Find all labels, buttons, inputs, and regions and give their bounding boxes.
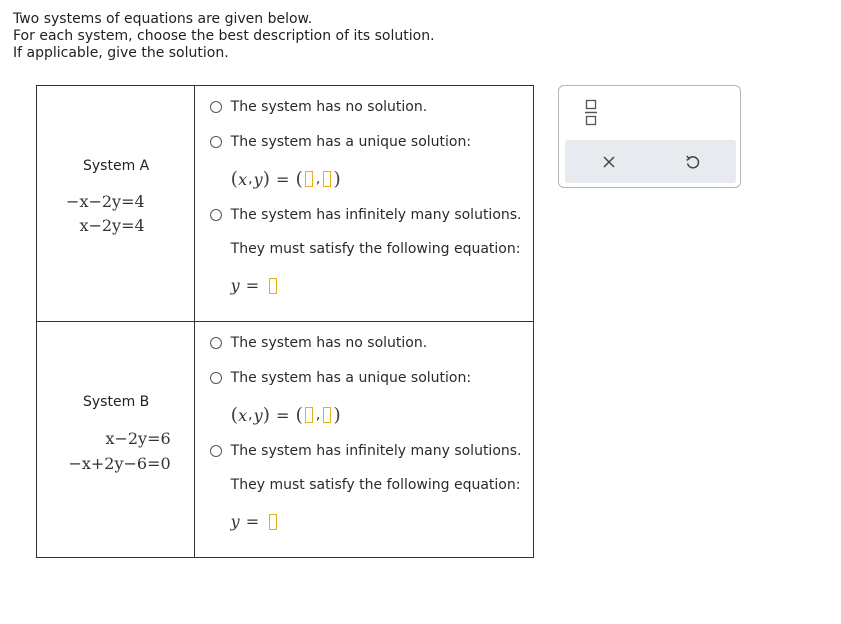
radio-icon[interactable] [210,445,222,457]
system-a-option-no-solution[interactable] [210,99,428,115]
option-label: The system has no solution. [230,99,428,115]
comma: , [248,171,253,187]
system-b-equation-1: x−2y=6 [105,429,171,448]
system-b-xy-answer [231,404,341,426]
comma: , [315,171,321,187]
comma: , [315,407,321,423]
system-a-label: System A [83,158,150,174]
system-a-equation-2: x−2y=4 [79,216,145,235]
system-b-answers [194,322,533,558]
instruction-line: For each system, choose the best description of its solution. [13,28,435,44]
math-tool-panel [558,85,741,188]
system-a-option-unique[interactable] [210,134,471,150]
open-paren: ( [295,404,303,426]
system-b-y-input[interactable] [323,407,331,423]
close-paren: ) [333,404,341,426]
radio-icon[interactable] [210,209,222,221]
equals-sign: = [245,276,260,295]
radio-icon[interactable] [210,136,222,148]
system-b-equation-input[interactable] [269,514,277,530]
system-b-option-no-solution[interactable] [210,335,428,351]
y-var: y [230,276,240,295]
system-b-option-unique[interactable] [210,370,471,386]
undo-icon[interactable] [682,151,704,173]
tool-bar [565,140,736,183]
option-label: The system has a unique solution: [230,134,472,150]
y-var: y [230,512,240,531]
system-b-row [37,322,534,558]
system-b-label: System B [83,394,150,410]
system-b-x-input[interactable] [305,407,313,423]
open-paren: ( [230,168,239,190]
equals-sign: = [276,405,290,425]
option-label: The system has a unique solution: [230,370,472,386]
y-var: y [253,169,263,189]
close-paren: ) [262,404,271,426]
radio-icon[interactable] [210,372,222,384]
system-b-must-satisfy: They must satisfy the following equation: [230,477,521,493]
system-a-equations [37,86,195,322]
system-a-row [37,86,534,322]
system-b-y-equation [231,512,279,531]
system-a-xy-answer [231,168,341,190]
system-b-equation-2: −x+2y−6=0 [68,454,171,473]
option-label: The system has no solution. [230,335,428,351]
x-var: x [238,169,248,189]
open-paren: ( [230,404,239,426]
close-icon[interactable] [598,151,620,173]
comma: , [248,407,253,423]
instruction-line: If applicable, give the solution. [13,45,229,61]
system-a-y-input[interactable] [323,171,331,187]
x-var: x [238,405,248,425]
system-b-option-infinite[interactable] [210,443,522,459]
systems-table [36,85,534,558]
equals-sign: = [245,512,260,531]
system-a-equation-input[interactable] [269,278,277,294]
close-paren: ) [333,168,341,190]
open-paren: ( [295,168,303,190]
system-a-x-input[interactable] [305,171,313,187]
fraction-icon[interactable] [585,99,597,127]
system-a-option-infinite[interactable] [210,207,522,223]
option-label: The system has infinitely many solutions. [230,207,522,223]
system-b-equations [37,322,195,558]
radio-icon[interactable] [210,101,222,113]
system-a-answers [194,86,533,322]
option-label: The system has infinitely many solutions. [230,443,522,459]
equals-sign: = [276,169,290,189]
system-a-equation-1: −x−2y=4 [66,192,145,211]
system-a-y-equation [231,276,279,295]
radio-icon[interactable] [210,337,222,349]
instructions [13,11,435,62]
close-paren: ) [262,168,271,190]
instruction-line: Two systems of equations are given below. [13,11,313,27]
y-var: y [253,405,263,425]
system-a-must-satisfy: They must satisfy the following equation: [230,241,521,257]
